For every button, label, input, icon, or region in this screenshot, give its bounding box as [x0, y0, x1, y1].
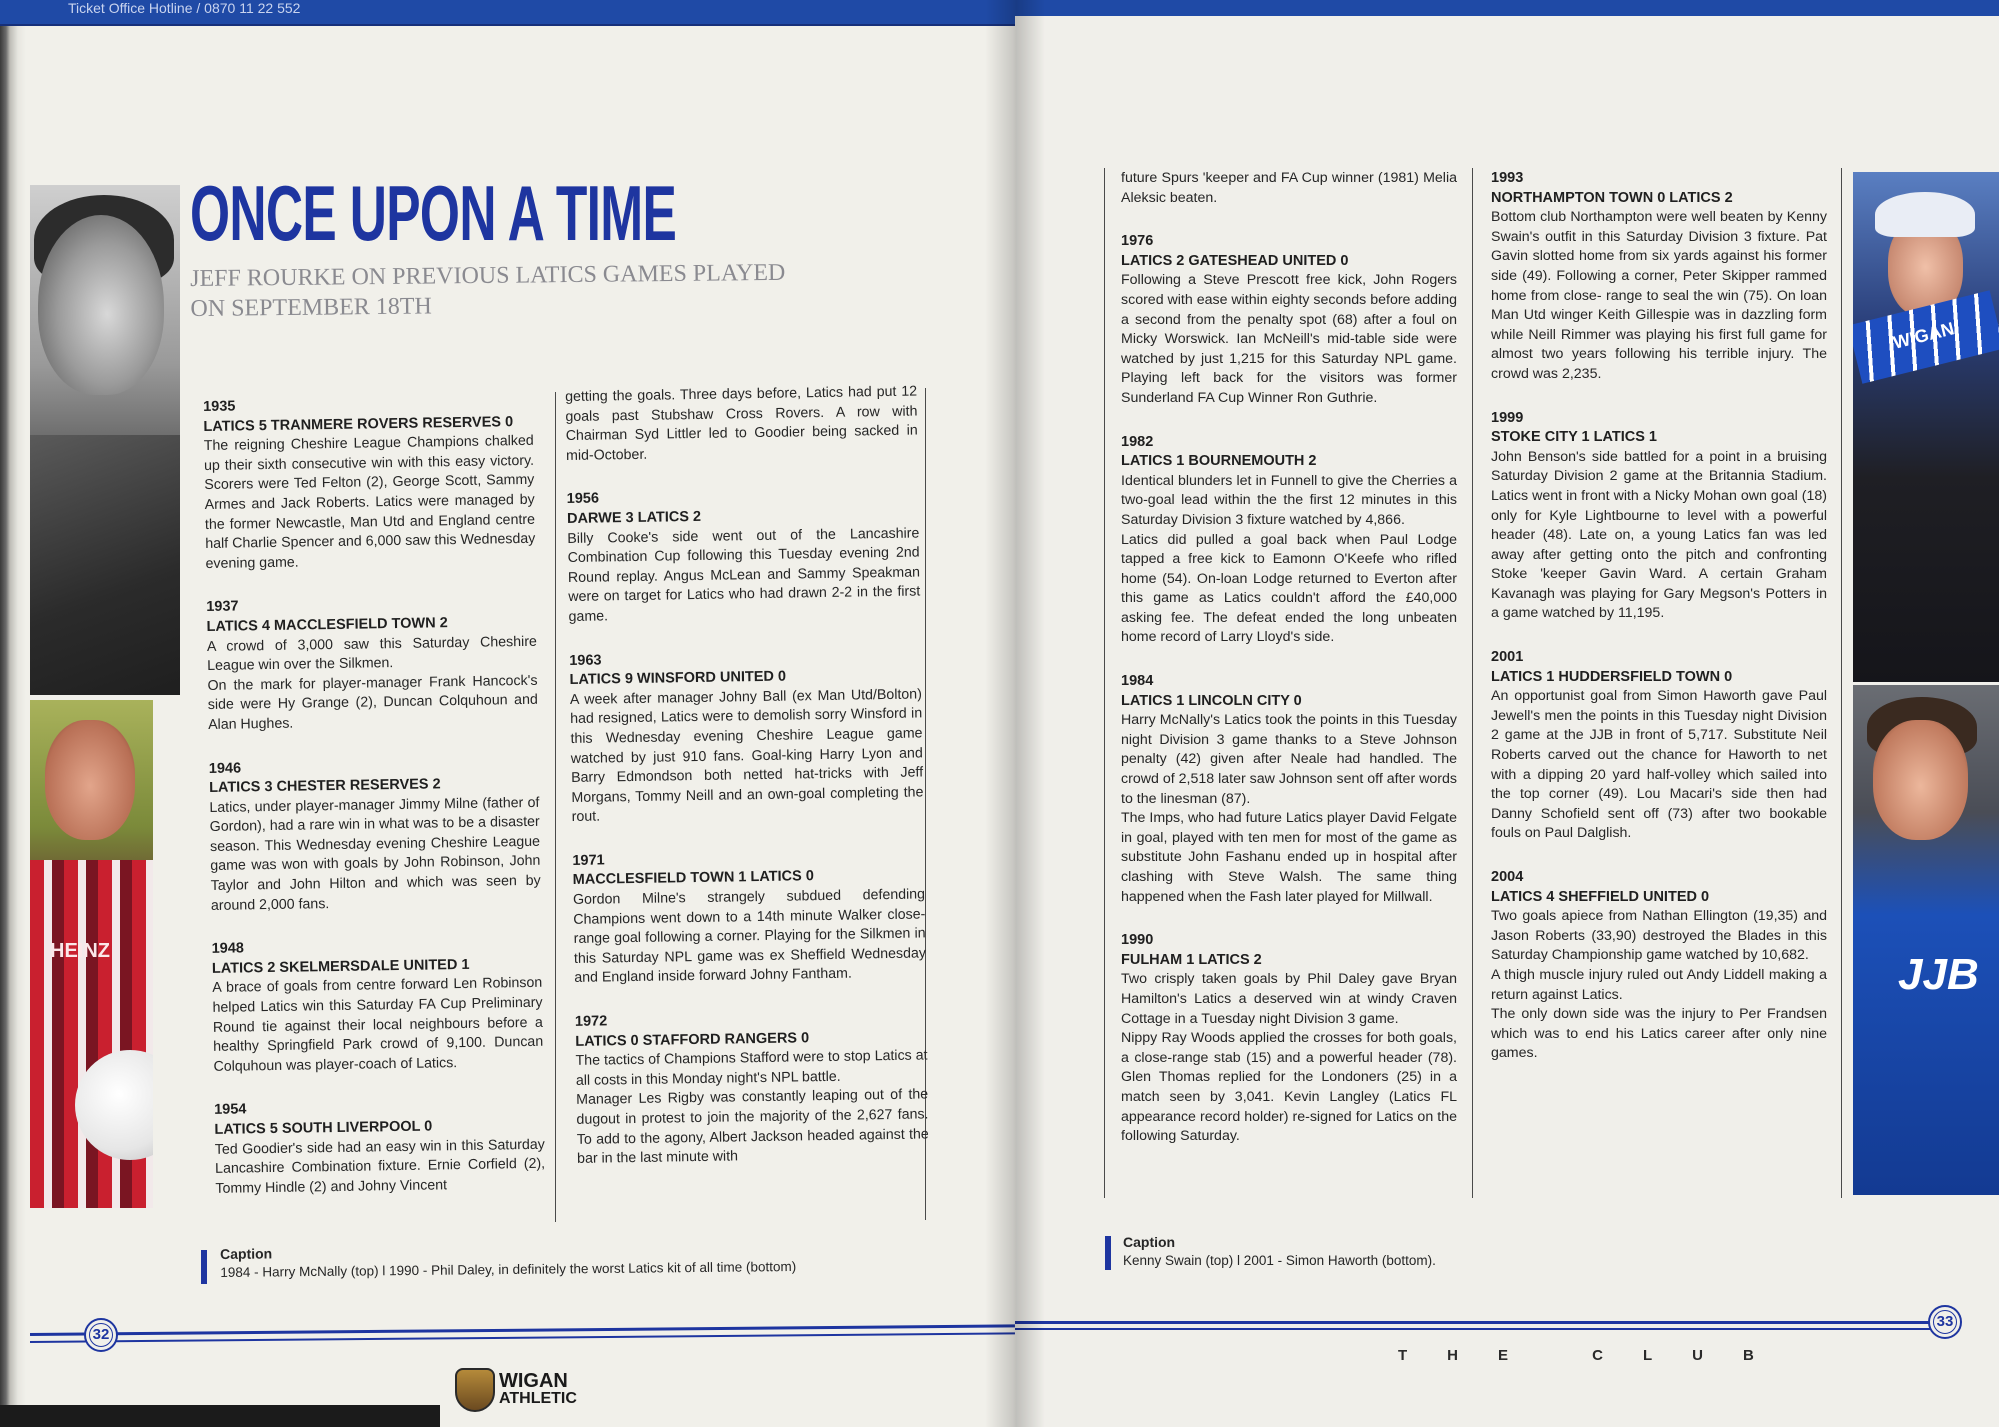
scarf-text: WIGAN: [1891, 318, 1957, 353]
entry-match: LATICS 4 MACCLESFIELD TOWN 2: [206, 615, 448, 635]
photo-simon-haworth: [1853, 685, 1999, 1195]
entry-match: DARWE 3 LATICS 2: [566, 508, 702, 527]
entry-text: Nippy Ray Woods applied the crosses for both goals, a close-range stab (15) and a powerful header (78). Glen Thomas replied for the Londoners (25) in a match seen by 3,041. Kevin Langley (Latics FL appearance record holder) re-signed for Latics on the following Saturday.: [1121, 1030, 1457, 1145]
entry-match: LATICS 1 LINCOLN CITY 0: [1121, 692, 1302, 709]
ticket-hotline: Ticket Office Hotline / 0870 11 22 552: [68, 0, 301, 16]
club-name: [499, 1372, 577, 1408]
entry-match: LATICS 1 HUDDERSFIELD TOWN 0: [1491, 668, 1733, 685]
page-number-text: 32: [92, 1326, 110, 1343]
entry-match: LATICS 4 SHEFFIELD UNITED 0: [1491, 888, 1710, 905]
entry-match: LATICS 2 SKELMERSDALE UNITED 1: [211, 956, 470, 977]
entry-year: 1999: [1491, 409, 1524, 426]
entry-text: On the mark for player-manager Frank Hancock's side were Hy Grange (2), Duncan Colquhoun and Alan Hughes.: [207, 672, 538, 733]
caption-left: [220, 1239, 920, 1280]
entry-year: 1993: [1491, 170, 1524, 186]
photo-harry-mcnally: [30, 185, 180, 695]
entry-text: Latics, under player-manager Jimmy Milne (father of Gordon), had a rare win in what was to be a disaster season. This Wednesday evening Cheshire League game was won with goals by John Robinson, John Taylor and John Hilton and which was seen by around 2,000 fans.: [209, 794, 541, 914]
caption-right: [1123, 1234, 1623, 1268]
entry-text: Harry McNally's Latics took the points in this Tuesday night Division 3 game thanks to a Steve Johnson penalty (42) given after Neale had handled. The crowd of 2,518 later saw Johnson sent off after words to the linesman (87).: [1121, 712, 1457, 807]
entry-match: LATICS 5 SOUTH LIVERPOOL 0: [214, 1118, 433, 1138]
entry-match: STOKE CITY 1 LATICS 1: [1491, 429, 1657, 446]
caption-text: Kenny Swain (top) l 2001 - Simon Haworth (bottom).: [1123, 1253, 1436, 1268]
match-entry: [203, 393, 536, 575]
page-right: [1015, 0, 1999, 1427]
caption-marker: [1105, 1236, 1111, 1270]
entry-text-continued: future Spurs 'keeper and FA Cup winner (1981) Melia Aleksic beaten.: [1121, 170, 1457, 206]
footer-rule: [1015, 1321, 1935, 1324]
entry-text: John Benson's side battled for a point in a bruising Saturday Division 2 game at the Britannia Stadium. Latics went in front with a Nicky Mohan own goal (18) only for Kyle Lightbourne to level with a powerful header (48). Late on, a young Latics fan was led away after getting onto the pitch and confronting Stoke 'keeper Gavin Ward. A certain Graham Kavanagh was playing for Gary Megson's Potters in a game watched by 11,195.: [1491, 448, 1827, 622]
entry-year: 1976: [1121, 233, 1154, 250]
match-entry: [212, 935, 544, 1077]
match-entry: [567, 485, 921, 628]
entry-text: A crowd of 3,000 saw this Saturday Cheshire League win over the Silkmen.: [206, 633, 537, 675]
entry-match: LATICS 9 WINSFORD UNITED 0: [569, 668, 787, 689]
entry-text: A brace of goals from centre forward Len Robinson helped Latics win this Saturday FA Cup Preliminary Round tie against their local neighbours before a healthy Springfield Park crowd of 9,100. Duncan Colquhoun was player-coach of Latics.: [212, 975, 544, 1075]
shirt-sponsor-text: HEINZ: [50, 940, 110, 962]
caption-title: Caption: [1123, 1234, 1176, 1250]
club-logo: [455, 1368, 577, 1412]
photo-figure: [45, 720, 135, 840]
club-name-line2: ATHLETIC: [499, 1390, 577, 1407]
entry-year: 1984: [1121, 673, 1154, 690]
entry-text: The Imps, who had future Latics player David Felgate in goal, played with ten men for most of the game as substitute John Fashanu ended up in hospital after clashing with Steve Walsh. The same thing happened when the Fash later played for Millwall.: [1121, 810, 1457, 905]
entry-year: 1990: [1121, 932, 1154, 949]
match-entry: [1491, 409, 1827, 625]
shirt-sponsor-text: JJB: [1898, 950, 1979, 999]
match-entry: [1121, 931, 1457, 1147]
entry-year: 1946: [208, 759, 242, 777]
entry-year: 1982: [1121, 433, 1154, 450]
match-entry: [1491, 169, 1827, 385]
match-entry: [1121, 232, 1457, 408]
entry-text: The reigning Cheshire League Champions chalked up their sixth consecutive win with this easy victory. Scorers were Ted Felton (2), George Scott, Sammy Armes and Jack Roberts. Latics were managed by the former Newcastle, Man Utd and England centre half Charlie Spencer and 6,000 saw this Wednesday evening game.: [203, 432, 536, 572]
entry-text: Manager Les Rigby was constantly leaping out of the dugout in protest to join the majority of the 2,627 fans. To add to the agony, Albert Jackson headed against the bar in the last minute with: [576, 1086, 929, 1168]
entry-match: LATICS 0 STAFFORD RANGERS 0: [575, 1029, 810, 1050]
entry-year: 1971: [572, 852, 605, 869]
entry-match: NORTHAMPTON TOWN 0 LATICS 2: [1491, 189, 1733, 206]
column-divider: [1841, 168, 1842, 1198]
entry-text: Bottom club Northampton were well beaten by Kenny Swain's outfit in this Saturday Division 3 fixture. Pat Gavin slotted home from six yards against his former side (49). Following a corner, Peter Skipper rammed home from close- range to seal the win (75). On loan Man Utd winger Keith Gillespie was in dazzling form while Neill Rimmer was playing his first full game for almost two years following his terrible injury. The crowd was 2,235.: [1491, 209, 1827, 382]
match-entry: [214, 1096, 545, 1199]
entry-text: Two goals apiece from Nathan Ellington (19,35) and Jason Roberts (33,90) destroyed the Blades in this Saturday Championship game watched by 10,682.: [1491, 908, 1827, 964]
entry-year: 1963: [569, 651, 602, 669]
photo-kenny-swain: [1853, 172, 1999, 682]
entry-text: Billy Cooke's side went out of the Lancashire Combination Cup following this Tuesday evening 2nd Round replay. Angus McLean and Sammy Speakman were on target for Latics who had drawn 2-2 in the first game.: [567, 525, 921, 625]
column-left-1: [203, 393, 546, 1223]
entry-text: A thigh muscle injury ruled out Andy Liddell making a return against Latics.: [1491, 966, 1827, 1003]
footer-rule: [1015, 1328, 1935, 1330]
entry-text-continued: getting the goals. Three days before, Latics had put 12 goals past Stubshaw Cross Rovers. A row with Chairman Syd Littler led to Goodier being sacked in mid-October.: [565, 383, 918, 464]
caption-title: Caption: [220, 1245, 273, 1262]
gutter-shadow: [985, 0, 1045, 1427]
entry-year: 1948: [211, 940, 245, 958]
header-bar: [0, 0, 1015, 26]
entry-year: 2001: [1491, 649, 1524, 666]
photo-phil-daley: [30, 700, 153, 1208]
entry-year: 1956: [566, 490, 600, 508]
match-entry: [209, 754, 541, 916]
club-crest-icon: [455, 1368, 495, 1412]
entry-text: Gordon Milne's strangely subdued defending Champions went down to a 14th minute Walker close-range goal following a corner. Playing for the Silkmen in this Saturday NPL game was ex Sheffield Wednesday and England inside forward Johny Fantham.: [572, 886, 927, 987]
entry-match: LATICS 5 TRANMERE ROVERS RESERVES 0: [203, 413, 514, 435]
match-entry: [206, 593, 538, 735]
match-entry: [1121, 433, 1457, 649]
entry-text: Latics did pulled a goal back when Paul Lodge tapped a free kick to Eamonn O'Keefe who rifled home (54). On-loan Lodge returned to Everton after this game as Latics couldn't afford the £40,000 asking fee. The defeat ended the long unbeaten home record of Larry Lloyd's side.: [1121, 531, 1457, 646]
section-label: THE CLUB: [1398, 1347, 1794, 1364]
photo-figure: [30, 435, 180, 695]
column-divider: [555, 392, 556, 1222]
page-bottom-edge: [0, 1405, 440, 1427]
column-divider: [1104, 168, 1105, 1198]
article-title: ONCE UPON A TIME: [190, 169, 677, 257]
match-entry: [1121, 672, 1457, 907]
entry-text: Ted Goodier's side had an easy win in this Saturday Lancashire Combination fixture. Ernie Corfield (2), Tommy Hindle (2) and Johny Vincent: [214, 1136, 546, 1197]
match-entry: [1491, 648, 1827, 844]
entry-text: Identical blunders let in Funnell to give the Cherries a two-goal lead within the the first 12 minutes in this Saturday Division 3 fixture watched by 4,866.: [1121, 472, 1457, 528]
entry-text: A week after manager Johny Ball (ex Man Utd/Bolton) had resigned, Latics were to demolish sorry Winsford in this Wednesday evening Cheshire League game watched by just 910 fans. Goal-king Harry Lyon and Barry Edmondson both netted hat-tricks with Jeff Morgans, Tommy Neill and an own-goal completing the rout.: [569, 686, 924, 826]
match-entry: [1491, 868, 1827, 1064]
column-divider: [1472, 168, 1473, 1198]
entry-text: Following a Steve Prescott free kick, John Rogers scored with ease within eighty seconds before adding a second from the penalty spot (68) after a foul on Micky Worswick. Ian McNeill's mid-table side were watched by just 1,215 for this Saturday NPL game. Playing left back for the visitors was former Sunderland FA Cup Winner Ron Guthrie.: [1121, 272, 1457, 406]
photo-figure: [1873, 720, 1968, 840]
entry-match: LATICS 2 GATESHEAD UNITED 0: [1121, 252, 1349, 269]
match-entry: [572, 846, 926, 989]
entry-match: FULHAM 1 LATICS 2: [1121, 951, 1262, 968]
article-subtitle: JEFF ROURKE ON PREVIOUS LATICS GAMES PLAYED ON SEPTEMBER 18TH: [190, 259, 786, 322]
entry-year: 2004: [1491, 869, 1524, 885]
club-name-line1: WIGAN: [499, 1370, 568, 1392]
entry-text: Two crisply taken goals by Phil Daley gave Bryan Hamilton's Latics a deserved win at windy Craven Cottage in a Tuesday night Division 3 game.: [1121, 971, 1457, 1027]
column-left-2: [565, 382, 930, 1193]
entry-year: 1972: [574, 1013, 608, 1030]
column-right-1: [1121, 169, 1457, 1171]
page-number-right: [1928, 1305, 1962, 1339]
entry-text: The only down side was the injury to Per Frandsen which was to end his Latics career after only nine games.: [1491, 1006, 1827, 1062]
header-bar: [1015, 0, 1999, 16]
page-edge: [0, 0, 26, 1427]
entry-match: MACCLESFIELD TOWN 1 LATICS 0: [572, 868, 814, 889]
match-entry: [569, 646, 924, 828]
entry-year: 1935: [203, 398, 236, 415]
entry-text: An opportunist goal from Simon Haworth gave Paul Jewell's men the points in this Tuesday night Division 2 game at the JJB in front of 5,717. Substitute Neil Roberts carved out the chance for Haworth to net with a dipping 20 yard half-volley which sailed into the top corner (49). Lou Macari's side then had Danny Schofield sent off (73) after two bookable fouls on Paul Dalglish.: [1491, 688, 1827, 842]
photo-figure: [38, 215, 164, 395]
page-number-text: 33: [1936, 1313, 1954, 1330]
entry-text: The tactics of Champions Stafford were to stop Latics at all costs in this Monday night's NPL battle.: [575, 1047, 928, 1089]
photo-figure: [1875, 192, 1975, 237]
page-number-left: [84, 1318, 118, 1352]
entry-match: LATICS 1 BOURNEMOUTH 2: [1121, 453, 1317, 470]
match-entry: [575, 1007, 929, 1169]
entry-year: 1954: [214, 1101, 247, 1119]
caption-text: 1984 - Harry McNally (top) l 1990 - Phil Daley, in definitely the worst Latics kit of all time (bottom): [220, 1258, 797, 1280]
entry-year: 1937: [206, 598, 239, 616]
column-right-2: [1491, 169, 1827, 1088]
entry-match: LATICS 3 CHESTER RESERVES 2: [209, 776, 441, 797]
caption-marker: [201, 1250, 207, 1284]
